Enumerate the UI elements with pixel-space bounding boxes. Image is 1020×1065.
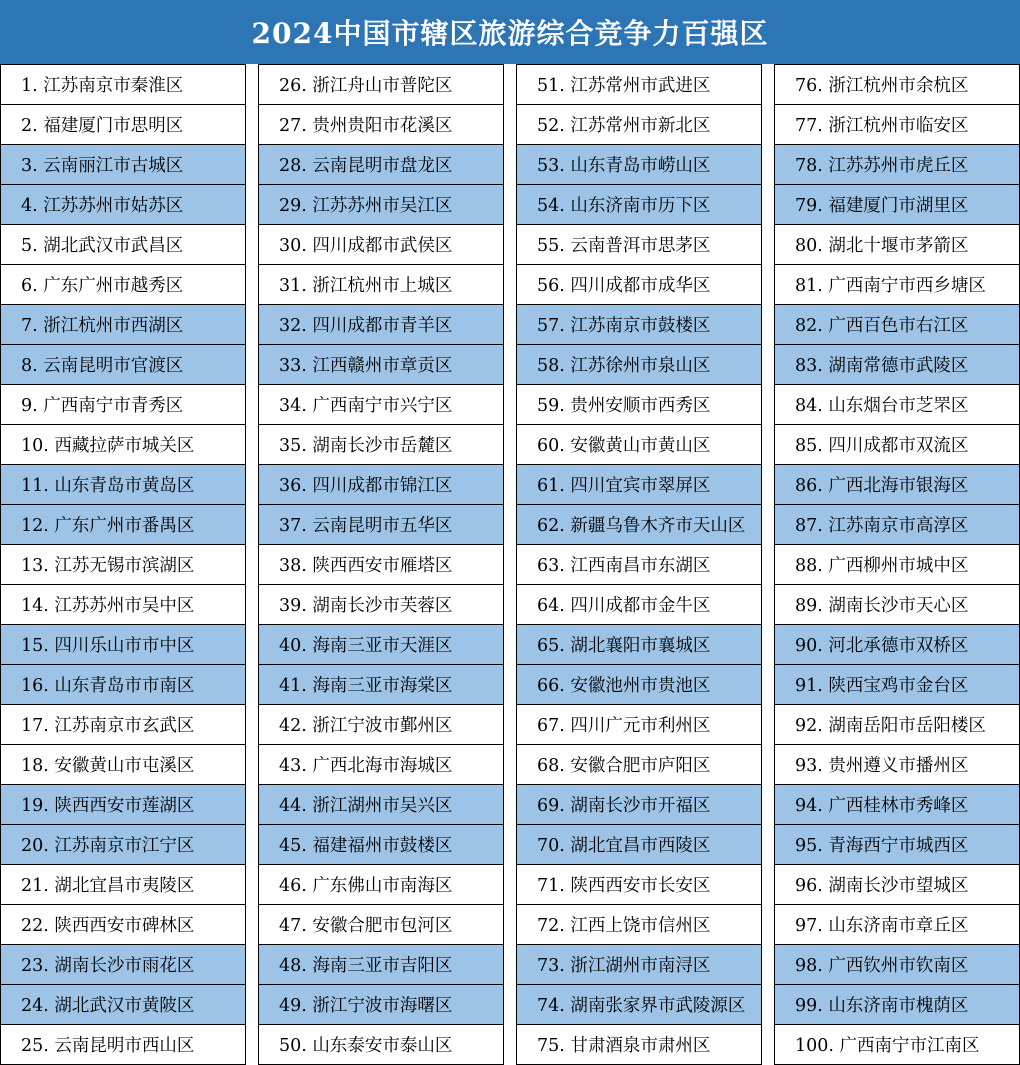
table-cell: 77. 浙江杭州市临安区 — [775, 105, 1019, 145]
table-cell: 2. 福建厦门市思明区 — [1, 105, 245, 145]
table-cell: 7. 浙江杭州市西湖区 — [1, 305, 245, 345]
table-cell: 71. 陕西西安市长安区 — [517, 865, 761, 905]
table-cell: 15. 四川乐山市市中区 — [1, 625, 245, 665]
table-cell: 83. 湖南常德市武陵区 — [775, 345, 1019, 385]
table-cell: 58. 江苏徐州市泉山区 — [517, 345, 761, 385]
table-cell: 92. 湖南岳阳市岳阳楼区 — [775, 705, 1019, 745]
table-column-1 — [0, 64, 246, 1065]
table-cell: 46. 广东佛山市南海区 — [259, 865, 503, 905]
table-cell: 32. 四川成都市青羊区 — [259, 305, 503, 345]
table-cell: 90. 河北承德市双桥区 — [775, 625, 1019, 665]
table-cell: 36. 四川成都市锦江区 — [259, 465, 503, 505]
table-cell: 62. 新疆乌鲁木齐市天山区 — [517, 505, 761, 545]
table-cell: 22. 陕西西安市碑林区 — [1, 905, 245, 945]
table-cell: 59. 贵州安顺市西秀区 — [517, 385, 761, 425]
table-cell: 6. 广东广州市越秀区 — [1, 265, 245, 305]
table-cell: 29. 江苏苏州市吴江区 — [259, 185, 503, 225]
table-cell: 97. 山东济南市章丘区 — [775, 905, 1019, 945]
table-cell: 81. 广西南宁市西乡塘区 — [775, 265, 1019, 305]
ranking-table — [0, 64, 1020, 1065]
table-cell: 65. 湖北襄阳市襄城区 — [517, 625, 761, 665]
table-cell: 19. 陕西西安市莲湖区 — [1, 785, 245, 825]
table-cell: 100. 广西南宁市江南区 — [775, 1025, 1019, 1065]
table-cell: 95. 青海西宁市城西区 — [775, 825, 1019, 865]
table-cell: 16. 山东青岛市市南区 — [1, 665, 245, 705]
table-cell: 24. 湖北武汉市黄陂区 — [1, 985, 245, 1025]
table-cell: 26. 浙江舟山市普陀区 — [259, 64, 503, 105]
table-cell: 13. 江苏无锡市滨湖区 — [1, 545, 245, 585]
table-cell: 61. 四川宜宾市翠屏区 — [517, 465, 761, 505]
table-cell: 73. 浙江湖州市南浔区 — [517, 945, 761, 985]
table-cell: 55. 云南普洱市思茅区 — [517, 225, 761, 265]
page-title: 2024中国市辖区旅游综合竞争力百强区 — [0, 0, 1020, 64]
table-cell: 94. 广西桂林市秀峰区 — [775, 785, 1019, 825]
table-cell: 23. 湖南长沙市雨花区 — [1, 945, 245, 985]
table-cell: 40. 海南三亚市天涯区 — [259, 625, 503, 665]
table-cell: 64. 四川成都市金牛区 — [517, 585, 761, 625]
table-cell: 88. 广西柳州市城中区 — [775, 545, 1019, 585]
table-cell: 5. 湖北武汉市武昌区 — [1, 225, 245, 265]
table-cell: 76. 浙江杭州市余杭区 — [775, 64, 1019, 105]
table-cell: 50. 山东泰安市泰山区 — [259, 1025, 503, 1065]
table-cell: 4. 江苏苏州市姑苏区 — [1, 185, 245, 225]
table-cell: 45. 福建福州市鼓楼区 — [259, 825, 503, 865]
table-cell: 93. 贵州遵义市播州区 — [775, 745, 1019, 785]
table-cell: 47. 安徽合肥市包河区 — [259, 905, 503, 945]
table-cell: 66. 安徽池州市贵池区 — [517, 665, 761, 705]
table-cell: 60. 安徽黄山市黄山区 — [517, 425, 761, 465]
table-column-2 — [258, 64, 504, 1065]
table-cell: 53. 山东青岛市崂山区 — [517, 145, 761, 185]
table-cell: 54. 山东济南市历下区 — [517, 185, 761, 225]
table-cell: 10. 西藏拉萨市城关区 — [1, 425, 245, 465]
table-cell: 9. 广西南宁市青秀区 — [1, 385, 245, 425]
table-cell: 72. 江西上饶市信州区 — [517, 905, 761, 945]
table-cell: 98. 广西钦州市钦南区 — [775, 945, 1019, 985]
table-cell: 51. 江苏常州市武进区 — [517, 64, 761, 105]
table-cell: 31. 浙江杭州市上城区 — [259, 265, 503, 305]
table-cell: 38. 陕西西安市雁塔区 — [259, 545, 503, 585]
table-cell: 79. 福建厦门市湖里区 — [775, 185, 1019, 225]
table-cell: 68. 安徽合肥市庐阳区 — [517, 745, 761, 785]
table-cell: 63. 江西南昌市东湖区 — [517, 545, 761, 585]
table-cell: 25. 云南昆明市西山区 — [1, 1025, 245, 1065]
table-cell: 28. 云南昆明市盘龙区 — [259, 145, 503, 185]
table-cell: 78. 江苏苏州市虎丘区 — [775, 145, 1019, 185]
table-cell: 8. 云南昆明市官渡区 — [1, 345, 245, 385]
table-cell: 30. 四川成都市武侯区 — [259, 225, 503, 265]
table-cell: 12. 广东广州市番禺区 — [1, 505, 245, 545]
table-cell: 1. 江苏南京市秦淮区 — [1, 64, 245, 105]
table-cell: 82. 广西百色市右江区 — [775, 305, 1019, 345]
table-cell: 21. 湖北宜昌市夷陵区 — [1, 865, 245, 905]
table-cell: 27. 贵州贵阳市花溪区 — [259, 105, 503, 145]
table-cell: 20. 江苏南京市江宁区 — [1, 825, 245, 865]
table-cell: 56. 四川成都市成华区 — [517, 265, 761, 305]
table-cell: 52. 江苏常州市新北区 — [517, 105, 761, 145]
table-cell: 3. 云南丽江市古城区 — [1, 145, 245, 185]
table-cell: 67. 四川广元市利州区 — [517, 705, 761, 745]
table-cell: 34. 广西南宁市兴宁区 — [259, 385, 503, 425]
table-cell: 89. 湖南长沙市天心区 — [775, 585, 1019, 625]
table-cell: 80. 湖北十堰市茅箭区 — [775, 225, 1019, 265]
table-cell: 74. 湖南张家界市武陵源区 — [517, 985, 761, 1025]
table-cell: 85. 四川成都市双流区 — [775, 425, 1019, 465]
table-cell: 41. 海南三亚市海棠区 — [259, 665, 503, 705]
table-cell: 11. 山东青岛市黄岛区 — [1, 465, 245, 505]
table-cell: 42. 浙江宁波市鄞州区 — [259, 705, 503, 745]
table-cell: 75. 甘肃酒泉市肃州区 — [517, 1025, 761, 1065]
table-cell: 18. 安徽黄山市屯溪区 — [1, 745, 245, 785]
table-cell: 37. 云南昆明市五华区 — [259, 505, 503, 545]
table-cell: 44. 浙江湖州市吴兴区 — [259, 785, 503, 825]
table-cell: 17. 江苏南京市玄武区 — [1, 705, 245, 745]
table-cell: 49. 浙江宁波市海曙区 — [259, 985, 503, 1025]
table-cell: 35. 湖南长沙市岳麓区 — [259, 425, 503, 465]
table-cell: 96. 湖南长沙市望城区 — [775, 865, 1019, 905]
table-cell: 43. 广西北海市海城区 — [259, 745, 503, 785]
table-column-4 — [774, 64, 1020, 1065]
table-cell: 14. 江苏苏州市吴中区 — [1, 585, 245, 625]
table-cell: 86. 广西北海市银海区 — [775, 465, 1019, 505]
table-cell: 91. 陕西宝鸡市金台区 — [775, 665, 1019, 705]
table-cell: 39. 湖南长沙市芙蓉区 — [259, 585, 503, 625]
table-cell: 70. 湖北宜昌市西陵区 — [517, 825, 761, 865]
table-cell: 69. 湖南长沙市开福区 — [517, 785, 761, 825]
table-cell: 48. 海南三亚市吉阳区 — [259, 945, 503, 985]
table-cell: 87. 江苏南京市高淳区 — [775, 505, 1019, 545]
table-column-3 — [516, 64, 762, 1065]
table-cell: 33. 江西赣州市章贡区 — [259, 345, 503, 385]
table-cell: 84. 山东烟台市芝罘区 — [775, 385, 1019, 425]
table-cell: 57. 江苏南京市鼓楼区 — [517, 305, 761, 345]
table-cell: 99. 山东济南市槐荫区 — [775, 985, 1019, 1025]
